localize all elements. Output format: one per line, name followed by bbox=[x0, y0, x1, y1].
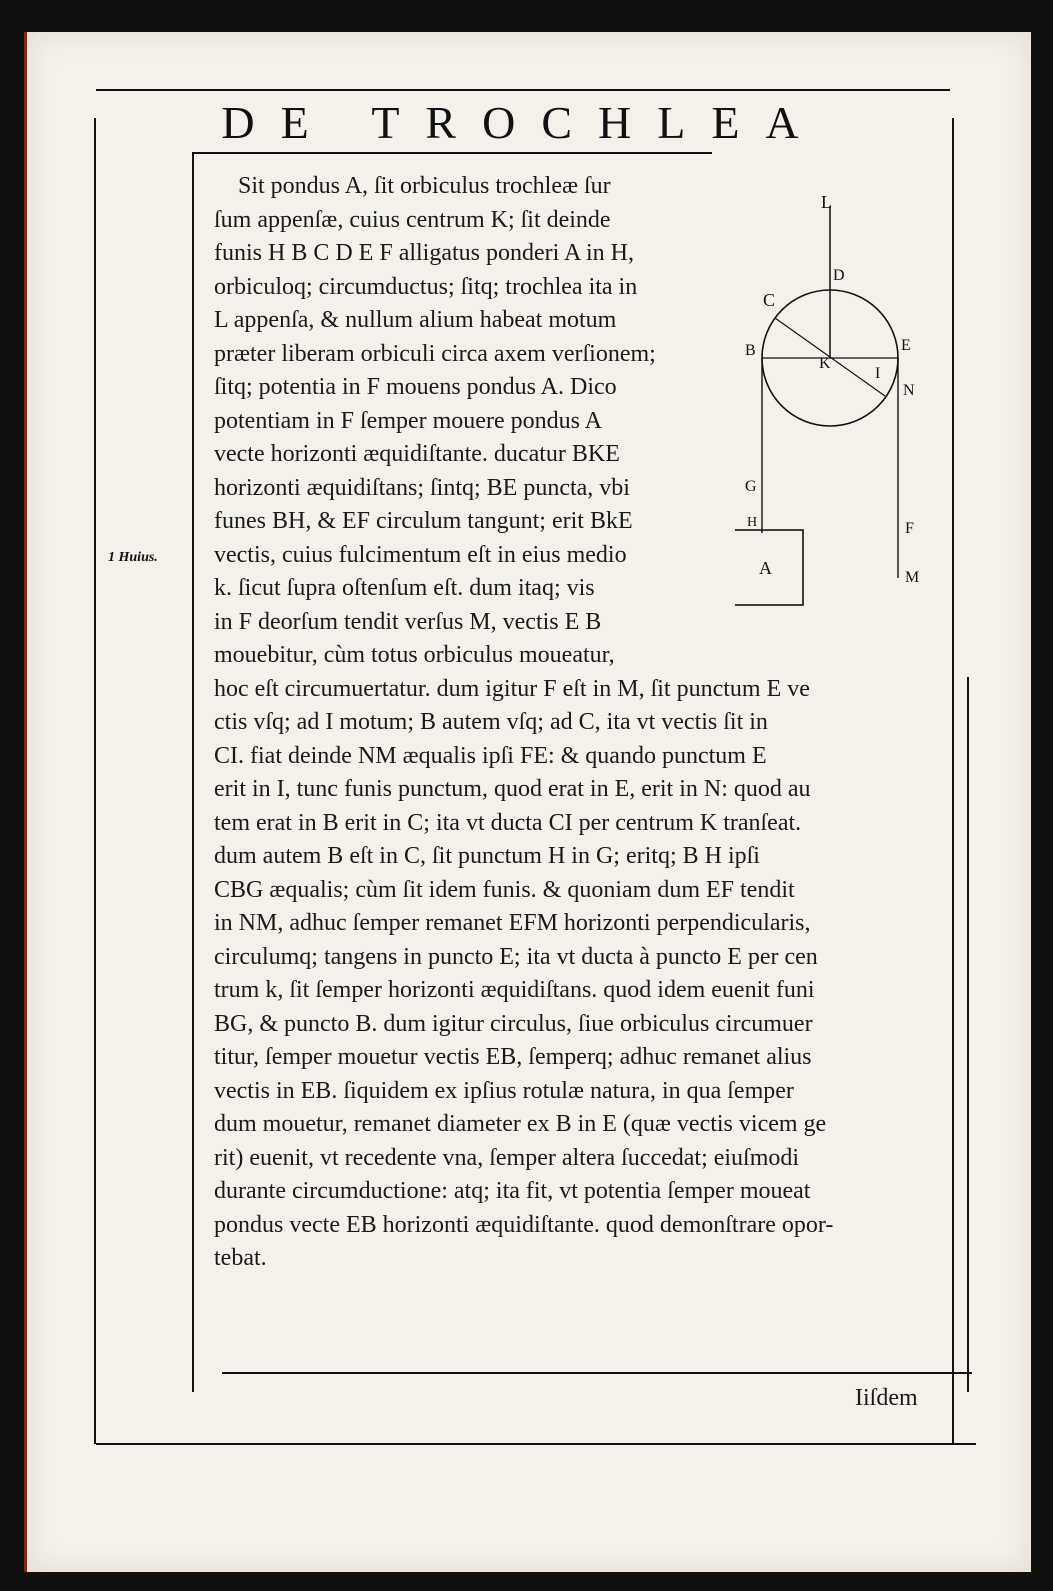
pulley-diagram bbox=[735, 188, 945, 618]
text-line: trum k, ſit ſemper horizonti æquidiſtans. quod idem euenit funi bbox=[214, 977, 815, 1003]
text-line: Sit pondus A, ſit orbiculus trochleæ ſur bbox=[238, 173, 611, 199]
text-line: titur, ſemper mouetur vectis EB, ſemperq; adhuc remanet alius bbox=[214, 1044, 812, 1070]
text-right-rule bbox=[967, 677, 969, 1392]
text-line: vectis, cuius fulcimentum eſt in eius medio bbox=[214, 541, 627, 568]
text-line: hoc eſt circumuertatur. dum igitur F eſt in M, ſit punctum E ve bbox=[214, 675, 810, 702]
catchword: Iiſdem bbox=[855, 1385, 918, 1411]
label-I: I bbox=[875, 365, 881, 382]
text-line: vecte horizonti æquidiſtante. ducatur BKE bbox=[214, 441, 620, 467]
label-B: B bbox=[745, 342, 756, 359]
text-line: funes BH, & EF circulum tangunt; erit BkE bbox=[214, 508, 633, 534]
text-line: circulumq; tangens in puncto E; ita vt ducta à puncto E per cen bbox=[214, 943, 818, 970]
text-line: vectis in EB. ſiquidem ex ipſius rotulæ natura, in qua ſemper bbox=[214, 1077, 794, 1104]
label-E: E bbox=[901, 337, 911, 354]
text-top-rule bbox=[192, 152, 712, 154]
text-line: tem erat in B erit in C; ita vt ducta CI per centrum K tranſeat. bbox=[214, 809, 802, 836]
text-line: in NM, adhuc ſemper remanet EFM horizonti perpendicularis, bbox=[214, 910, 811, 936]
label-M: M bbox=[905, 569, 920, 586]
label-A: A bbox=[759, 558, 772, 578]
text-line: erit in I, tunc funis punctum, quod erat in E, erit in N: quod au bbox=[214, 776, 811, 802]
text-line: ſum appenſæ, cuius centrum K; ſit deinde bbox=[214, 206, 611, 233]
text-line: ctis vſq; ad I motum; B autem vſq; ad C, ita vt vectis ſit in bbox=[214, 709, 768, 735]
text-line: tebat. bbox=[214, 1245, 267, 1271]
text-line: durante circumductione: atq; ita fit, vt potentia ſemper moueat bbox=[214, 1178, 811, 1204]
text-line: CI. fiat deinde NM æqualis ipſi FE: & quando punctum E bbox=[214, 742, 767, 769]
text-line: in F deorſum tendit verſus M, vectis E B bbox=[214, 608, 602, 635]
text-line: horizonti æquidiſtans; ſintq; BE puncta, vbi bbox=[214, 474, 630, 501]
text-line: funis H B C D E F alligatus ponderi A in H, bbox=[214, 240, 634, 266]
label-L: L bbox=[821, 192, 832, 212]
label-K: K bbox=[819, 355, 831, 372]
text-line: dum autem B eſt in C, ſit punctum H in G; eritq; B H ipſi bbox=[214, 843, 760, 869]
label-F: F bbox=[905, 520, 914, 537]
text-line: orbiculoq; circumductus; ſitq; trochlea ita in bbox=[214, 273, 638, 300]
label-G: G bbox=[745, 478, 757, 495]
text-line: præter liberam orbiculi circa axem verſionem; bbox=[214, 340, 656, 367]
text-line: BG, & puncto B. dum igitur circulus, ſiue orbiculus circumuer bbox=[214, 1010, 813, 1037]
page-title: DE TROCHLEA bbox=[221, 97, 825, 148]
text-line: ſitq; potentia in F mouens pondus A. Dico bbox=[214, 374, 617, 400]
label-D: D bbox=[833, 267, 845, 284]
text-line: k. ſicut ſupra oſtenſum eſt. dum itaq; vis bbox=[214, 575, 595, 601]
text-line: rit) euenit, vt recedente vna, ſemper altera ſuccedat; eiuſmodi bbox=[214, 1144, 800, 1171]
bottom-rule bbox=[96, 1443, 976, 1445]
header-rule bbox=[96, 89, 950, 91]
text-line: potentiam in F ſemper mouere pondus A bbox=[214, 407, 602, 434]
text-left-rule bbox=[192, 152, 194, 1392]
text-bottom-rule bbox=[222, 1372, 972, 1374]
margin-note: 1 Huius. bbox=[108, 550, 158, 565]
text-line: pondus vecte EB horizonti æquidiſtante. quod demonſtrare opor- bbox=[214, 1211, 834, 1238]
label-C: C bbox=[763, 290, 776, 310]
label-N: N bbox=[903, 382, 915, 399]
text-line: dum mouetur, remanet diameter ex B in E (quæ vectis vicem ge bbox=[214, 1111, 827, 1137]
text-line: mouebitur, cùm totus orbiculus moueatur, bbox=[214, 642, 615, 668]
text-line: CBG æqualis; cùm ſit idem funis. & quoniam dum EF tendit bbox=[214, 876, 795, 903]
text-line: L appenſa, & nullum alium habeat motum bbox=[214, 307, 617, 333]
label-H: H bbox=[747, 515, 758, 530]
